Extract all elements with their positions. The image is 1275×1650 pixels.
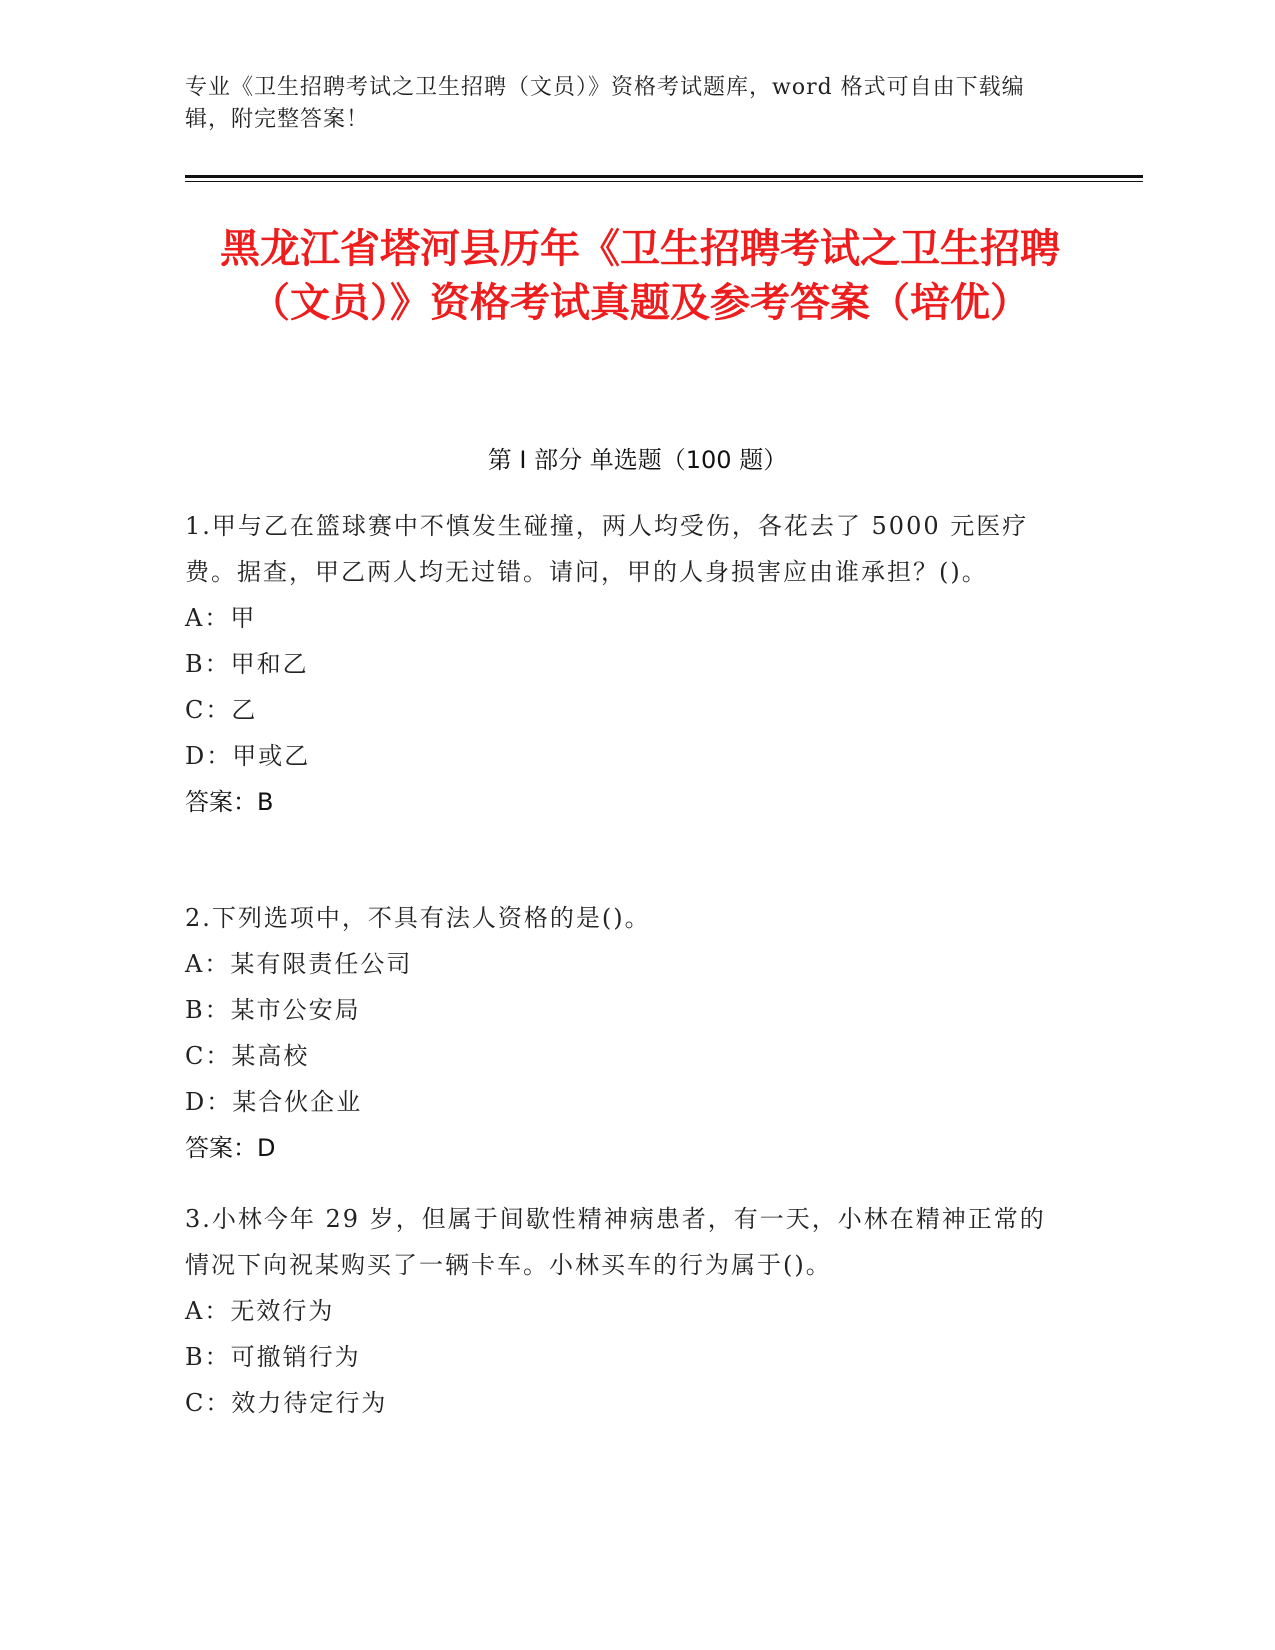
option-a: A：无效行为	[185, 1297, 335, 1325]
answer: 答案：D	[185, 1134, 276, 1162]
option-c: C：乙	[185, 696, 258, 724]
option-a: A：甲	[185, 604, 257, 632]
option-a: A：某有限责任公司	[185, 950, 413, 978]
header-divider-thick	[185, 175, 1143, 178]
document-title: 黑龙江省塔河县历年《卫生招聘考试之卫生招聘（文员）》资格考试真题及参考答案（培优）	[220, 226, 1060, 326]
question-3	[185, 1196, 1070, 1426]
option-d: D：某合伙企业	[185, 1088, 363, 1116]
option-b: B：可撤销行为	[185, 1343, 361, 1371]
question-stem: 1.甲与乙在篮球赛中不慎发生碰撞，两人均受伤，各花去了 5000 元医疗费。据查，甲乙两人均无过错。请问，甲的人身损害应由谁承担？()。	[185, 512, 1029, 586]
section-heading: 第 I 部分 单选题（100 题）	[487, 446, 788, 474]
option-d: D：甲或乙	[185, 742, 311, 770]
question-stem: 2.下列选项中，不具有法人资格的是()。	[185, 904, 651, 932]
question-1	[185, 503, 1070, 825]
answer: 答案：B	[185, 788, 274, 816]
header-divider-thin	[185, 181, 1143, 182]
option-b: B：某市公安局	[185, 996, 361, 1024]
question-2	[185, 895, 1070, 1171]
option-c: C：某高校	[185, 1042, 310, 1070]
option-c: C：效力待定行为	[185, 1389, 388, 1417]
question-stem: 3.小林今年 29 岁，但属于间歇性精神病患者，有一天，小林在精神正常的情况下向祝某购买了一辆卡车。小林买车的行为属于()。	[185, 1205, 1046, 1279]
header-note: 专业《卫生招聘考试之卫生招聘（文员）》资格考试题库，word 格式可自由下载编辑，附完整答案！	[185, 75, 1025, 132]
option-b: B：甲和乙	[185, 650, 309, 678]
